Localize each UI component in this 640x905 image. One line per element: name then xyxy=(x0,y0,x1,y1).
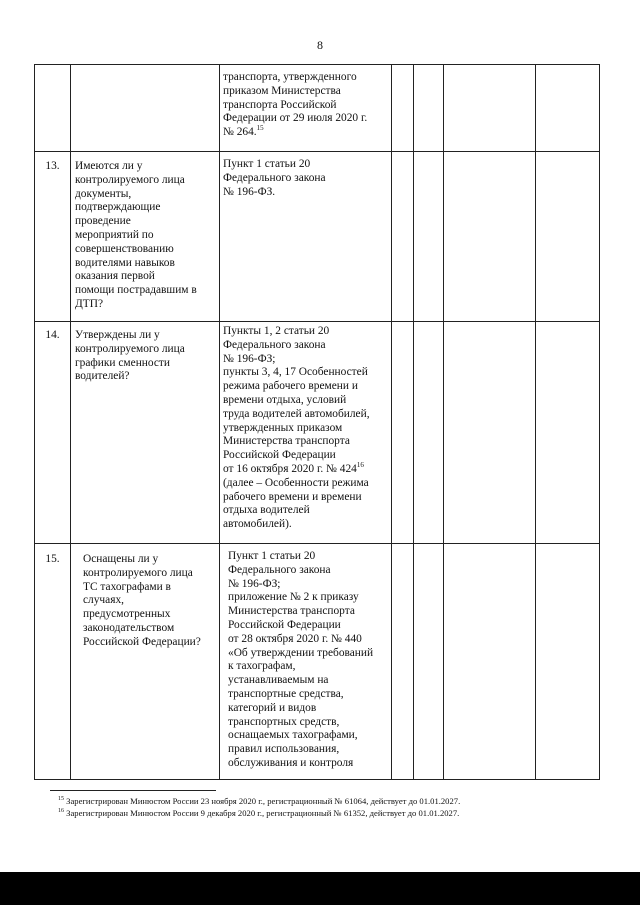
scan-border xyxy=(0,872,640,905)
footnote-ref: 15 xyxy=(256,124,264,133)
question-cell: Имеются ли у контролируемого лица документы, подтверждающие проведение мероприятий по совершенствованию водителями навыков оказания первой помощи пострадавшим в ДТП? xyxy=(75,160,197,310)
row-divider xyxy=(35,543,599,544)
footnote: $^{15}$ Зарегистрирован Минюстом России 23 ноября 2020 г., регистрационный № 61064, действует до 01.01.2027. xyxy=(58,796,461,806)
item-number: 13. xyxy=(45,160,60,172)
legal-basis-cell: Пункт 1 статьи 20 Федерального закона № 196-ФЗ; приложение № 2 к приказу Министерства транспорта Российской Федерации от 28 октября 2020 г. № 440 «Об утверждении требований к тахографам, устанавливаемым на транспортные средства, категорий и видов транспортных средств, оснащаемых тахографами, правил использования, обслуживания и контроля xyxy=(228,550,374,769)
item-number: 15. xyxy=(45,553,60,565)
question-cell: Утверждены ли у контролируемого лица графики сменности водителей? xyxy=(75,329,185,383)
question-cell: Оснащены ли у контролируемого лица ТС тахографами в случаях, предусмотренных законодательством Российской Федерации? xyxy=(83,553,201,648)
column-divider xyxy=(535,65,536,779)
column-divider xyxy=(219,65,220,779)
footnote-separator xyxy=(50,790,216,791)
page-number: 8 xyxy=(317,38,323,52)
row-divider xyxy=(35,321,599,322)
row-divider xyxy=(35,151,599,152)
checklist-table xyxy=(34,64,600,780)
column-divider xyxy=(443,65,444,779)
legal-basis-cell: транспорта, утвержденного приказом Министерства транспорта Российской Федерации от 29 июля 2020 г. № 264.15 xyxy=(223,71,368,139)
column-divider xyxy=(413,65,414,779)
footnote-ref: 16 xyxy=(356,461,364,470)
legal-basis-cell: Пункт 1 статьи 20 Федерального закона № 196-ФЗ. xyxy=(223,158,326,198)
footnote: $^{16}$ Зарегистрирован Минюстом России 9 декабря 2020 г., регистрационный № 61352, действует до 01.01.2027. xyxy=(58,808,460,818)
column-divider xyxy=(70,65,71,779)
item-number: 14. xyxy=(45,329,60,341)
legal-basis-cell: Пункты 1, 2 статьи 20 Федерального закона № 196-ФЗ; пункты 3, 4, 17 Особенностей режима рабочего времени и времени отдыха, условий труда водителей автомобилей, утвержденных приказом Министерства транспорта Российской Федерации от 16 октября 2020 г. № $424^{16}$ (далее – Особенности режима рабочего времени и времени отдыха водителей автомобилей). xyxy=(223,325,370,531)
